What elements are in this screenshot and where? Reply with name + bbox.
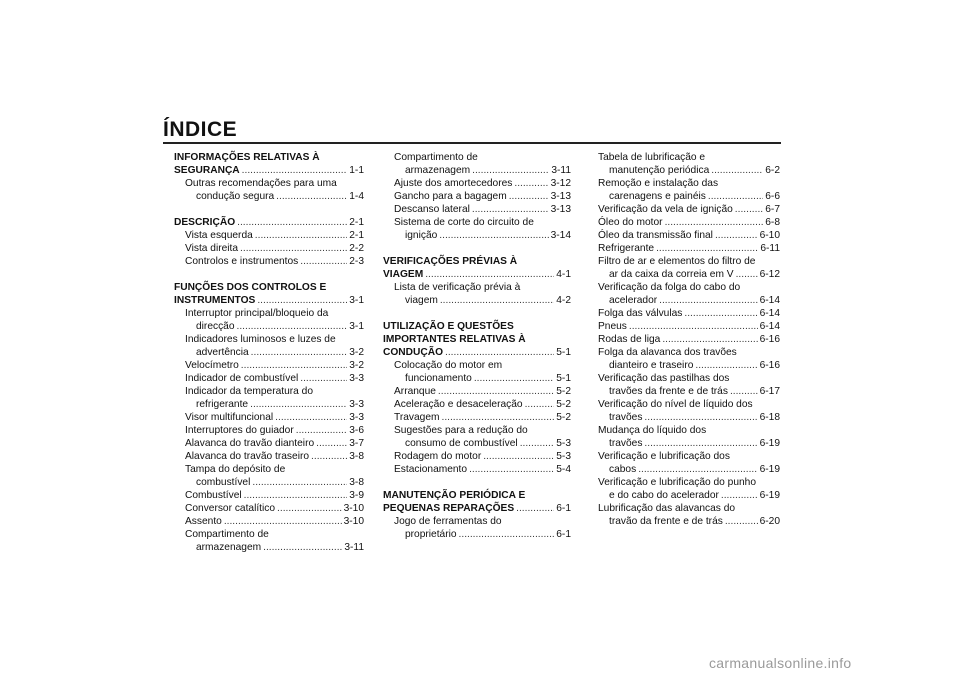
toc-entry-text: Compartimento de: [394, 152, 478, 163]
toc-entry[interactable]: Arranque ..... 5-2: [383, 385, 571, 398]
toc-entry[interactable]: Vista direita ..... 2-2: [174, 242, 364, 255]
toc-entry-text: Verificação e lubrificação dos: [598, 451, 730, 462]
toc-entry[interactable]: acelerador ..... 6-14: [587, 294, 780, 307]
toc-entry[interactable]: Rodagem do motor ..... 5-3: [383, 450, 571, 463]
toc-entry[interactable]: condução segura ..... 1-4: [174, 190, 364, 203]
toc-entry[interactable]: Óleo da transmissão final ..... 6-10: [587, 229, 780, 242]
toc-entry[interactable]: dianteiro e traseiro ..... 6-16: [587, 359, 780, 372]
toc-entry[interactable]: funcionamento ..... 5-1: [383, 372, 571, 385]
toc-section-entry[interactable]: PEQUENAS REPARAÇÕES ..... 6-1: [383, 502, 571, 515]
toc-entry[interactable]: ar da caixa da correia em V ..... 6-12: [587, 268, 780, 281]
toc-entry[interactable]: travões da frente e de trás ..... 6-17: [587, 385, 780, 398]
section-heading: FUNÇÕES DOS CONTROLOS E: [174, 282, 327, 293]
toc-entry[interactable]: direcção ..... 3-1: [174, 320, 364, 333]
toc-column-3: [587, 151, 780, 528]
toc-entry[interactable]: Conversor catalítico ..... 3-10: [174, 502, 364, 515]
toc-entry[interactable]: Rodas de liga ..... 6-16: [587, 333, 780, 346]
section-heading: MANUTENÇÃO PERIÓDICA E: [383, 490, 526, 501]
toc-entry[interactable]: Óleo do motor ..... 6-8: [587, 216, 780, 229]
toc-entry-text: Outras recomendações para uma: [185, 178, 337, 189]
toc-column-1: [174, 151, 364, 554]
toc-column-2: [383, 151, 571, 541]
toc-entry[interactable]: Indicador de combustível ..... 3-3: [174, 372, 364, 385]
toc-entry[interactable]: Folga das válvulas ..... 6-14: [587, 307, 780, 320]
toc-entry-text: Folga da alavanca dos travões: [598, 347, 737, 358]
toc-entry[interactable]: Pneus ..... 6-14: [587, 320, 780, 333]
toc-section-entry[interactable]: CONDUÇÃO ..... 5-1: [383, 346, 571, 359]
toc-entry-text: Tampa do depósito de: [185, 464, 286, 475]
toc-entry[interactable]: combustível ..... 3-8: [174, 476, 364, 489]
toc-entry[interactable]: proprietário ..... 6-1: [383, 528, 571, 541]
toc-entry-text: Tabela de lubrificação e: [598, 152, 706, 163]
toc-entry[interactable]: refrigerante ..... 3-3: [174, 398, 364, 411]
toc-entry[interactable]: advertência ..... 3-2: [174, 346, 364, 359]
toc-entry[interactable]: e do cabo do acelerador ..... 6-19: [587, 489, 780, 502]
toc-entry[interactable]: Visor multifuncional ..... 3-3: [174, 411, 364, 424]
toc-section-entry[interactable]: DESCRIÇÃO ..... 2-1: [174, 216, 364, 229]
section-heading: UTILIZAÇÃO E QUESTÕES: [383, 321, 514, 332]
toc-entry-text: Indicador da temperatura do: [185, 386, 313, 397]
toc-entry-text: Verificação e lubrificação do punho: [598, 477, 757, 488]
toc-entry[interactable]: travão da frente e de trás ..... 6-20: [587, 515, 780, 528]
toc-section-entry[interactable]: INSTRUMENTOS ..... 3-1: [174, 294, 364, 307]
toc-entry[interactable]: Refrigerante ..... 6-11: [587, 242, 780, 255]
toc-entry-text: Interruptor principal/bloqueio da: [185, 308, 329, 319]
toc-entry[interactable]: Travagem ..... 5-2: [383, 411, 571, 424]
watermark-footer: carmanualsonline.info: [709, 655, 852, 671]
toc-entry[interactable]: Ajuste dos amortecedores ..... 3-12: [383, 177, 571, 190]
toc-entry[interactable]: manutenção periódica ..... 6-2: [587, 164, 780, 177]
section-heading: INFORMAÇÕES RELATIVAS À: [174, 152, 320, 163]
toc-entry-text: Mudança do líquido dos: [598, 425, 707, 436]
toc-entry[interactable]: Alavanca do travão traseiro ..... 3-8: [174, 450, 364, 463]
toc-entry-text: Verificação das pastilhas dos: [598, 373, 730, 384]
toc-entry[interactable]: Controlos e instrumentos ..... 2-3: [174, 255, 364, 268]
toc-entry[interactable]: Verificação da vela de ignição ..... 6-7: [587, 203, 780, 216]
toc-entry[interactable]: carenagens e painéis ..... 6-6: [587, 190, 780, 203]
toc-entry-text: Filtro de ar e elementos do filtro de: [598, 256, 756, 267]
toc-entry[interactable]: Velocímetro ..... 3-2: [174, 359, 364, 372]
toc-entry[interactable]: cabos ..... 6-19: [587, 463, 780, 476]
toc-entry[interactable]: travões ..... 6-18: [587, 411, 780, 424]
toc-entry[interactable]: Assento ..... 3-10: [174, 515, 364, 528]
toc-entry[interactable]: Gancho para a bagagem ..... 3-13: [383, 190, 571, 203]
toc-entry[interactable]: travões ..... 6-19: [587, 437, 780, 450]
toc-entry[interactable]: Interruptores do guiador ..... 3-6: [174, 424, 364, 437]
toc-entry[interactable]: Alavanca do travão dianteiro ..... 3-7: [174, 437, 364, 450]
toc-entry-text: Indicadores luminosos e luzes de: [185, 334, 336, 345]
page-number: 1-1: [349, 165, 364, 176]
toc-section-entry[interactable]: SEGURANÇA ..... 1-1: [174, 164, 364, 177]
toc-entry[interactable]: Descanso lateral ..... 3-13: [383, 203, 571, 216]
section-heading: IMPORTANTES RELATIVAS À: [383, 334, 526, 345]
toc-entry[interactable]: Aceleração e desaceleração ..... 5-2: [383, 398, 571, 411]
toc-entry-text: Remoção e instalação das: [598, 178, 719, 189]
toc-entry-text: Lubrificação das alavancas do: [598, 503, 736, 514]
toc-entry-text: Colocação do motor em: [394, 360, 503, 371]
page-title: ÍNDICE: [163, 118, 238, 141]
title-rule: [163, 142, 781, 144]
toc-entry[interactable]: Estacionamento ..... 5-4: [383, 463, 571, 476]
dot-leader: [242, 164, 348, 177]
toc-entry[interactable]: Vista esquerda ..... 2-1: [174, 229, 364, 242]
toc-entry[interactable]: ignição ..... 3-14: [383, 229, 571, 242]
toc-entry[interactable]: viagem ..... 4-2: [383, 294, 571, 307]
toc-entry-text: Sugestões para a redução do: [394, 425, 528, 436]
toc-section-entry[interactable]: VIAGEM ..... 4-1: [383, 268, 571, 281]
toc-entry[interactable]: armazenagem ..... 3-11: [174, 541, 364, 554]
toc-entry[interactable]: armazenagem ..... 3-11: [383, 164, 571, 177]
toc-entry[interactable]: Combustível ..... 3-9: [174, 489, 364, 502]
toc-entry-text: Verificação do nível de líquido dos: [598, 399, 753, 410]
toc-entry[interactable]: consumo de combustível ..... 5-3: [383, 437, 571, 450]
toc-entry-text: Jogo de ferramentas do: [394, 516, 502, 527]
toc-entry-text: Lista de verificação prévia à: [394, 282, 521, 293]
toc-entry-text: Compartimento de: [185, 529, 269, 540]
toc-entry-text: Sistema de corte do circuito de: [394, 217, 534, 228]
section-heading: VERIFICAÇÕES PRÉVIAS À: [383, 256, 518, 267]
toc-entry-text: Verificação da folga do cabo do: [598, 282, 741, 293]
